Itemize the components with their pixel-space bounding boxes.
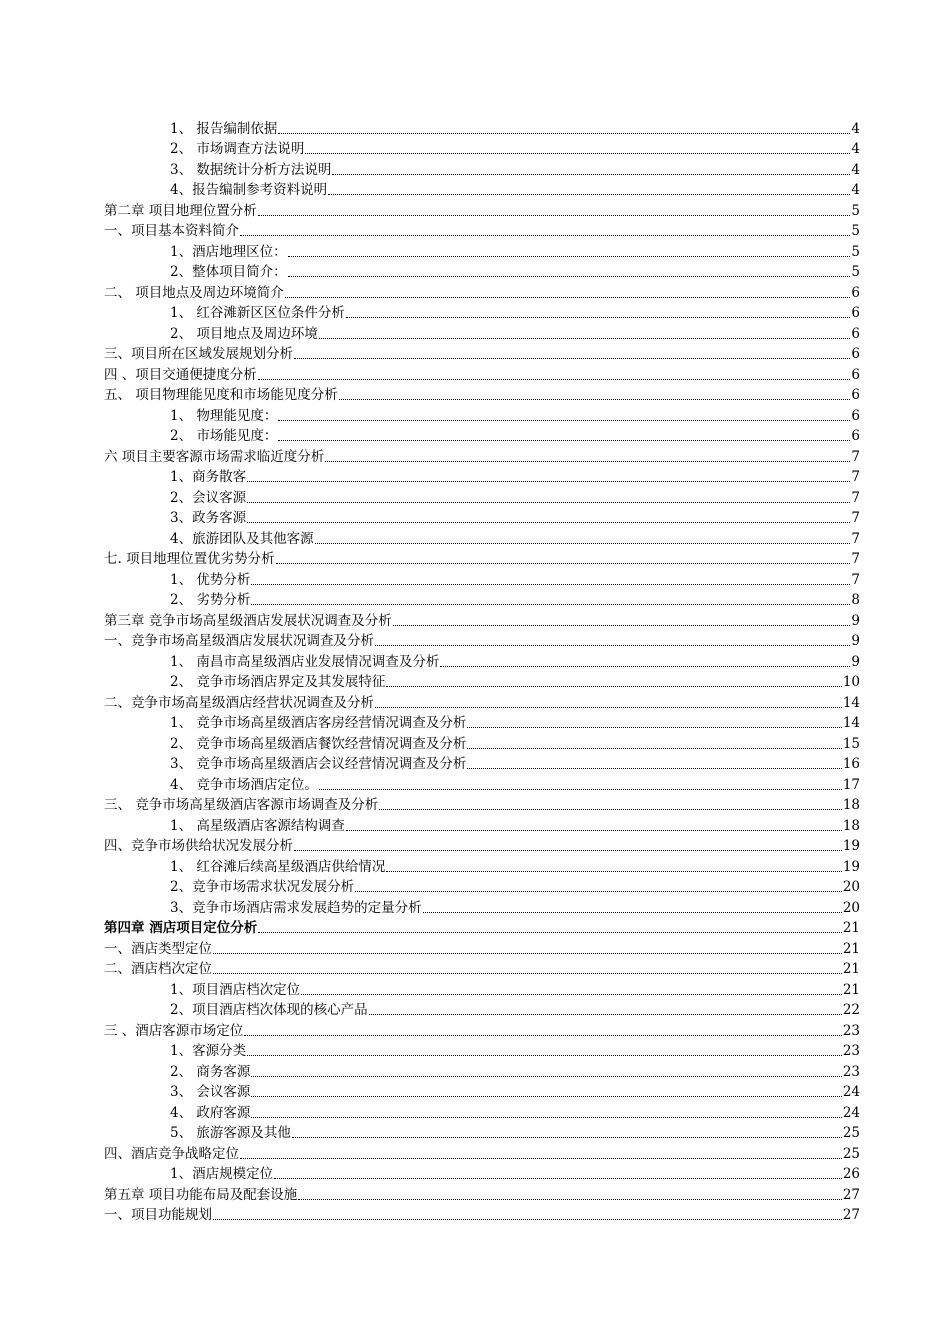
toc-entry-title: 六 项目主要客源市场需求临近度分析 (104, 448, 325, 465)
dot-leader (294, 850, 842, 851)
toc-entry-title: 2、 劣势分析 (170, 592, 251, 608)
dot-leader (319, 789, 842, 790)
toc-entry-title: 四 、项目交通便捷度分析 (104, 366, 257, 383)
dot-leader (247, 502, 850, 503)
dot-leader (305, 153, 850, 154)
toc-entry-page-number: 21 (842, 981, 860, 998)
dot-leader (251, 604, 850, 605)
toc-entry-page-number: 6 (851, 305, 860, 321)
toc-entry[interactable] (104, 157, 860, 178)
toc-entry-page-number: 25 (842, 1145, 860, 1162)
toc-entry[interactable] (104, 219, 860, 240)
toc-entry-title: 1、 物理能见度： (170, 407, 278, 424)
toc-entry-page-number: 5 (851, 202, 860, 219)
dot-leader (339, 399, 851, 400)
toc-entry-page-number: 20 (842, 879, 860, 895)
toc-entry-title: 1、项目酒店档次定位 (170, 981, 301, 998)
toc-entry[interactable] (104, 813, 860, 834)
toc-entry[interactable] (104, 875, 860, 896)
dot-leader (301, 994, 842, 995)
dot-leader (467, 748, 841, 749)
toc-entry-page-number: 7 (851, 448, 860, 465)
toc-entry-page-number: 22 (842, 1002, 860, 1018)
toc-entry[interactable] (104, 690, 860, 711)
toc-entry[interactable] (104, 506, 860, 527)
dot-leader (278, 133, 850, 134)
dot-leader (440, 666, 850, 667)
toc-entry-title: 3、竞争市场酒店需求发展趋势的定量分析 (170, 899, 422, 916)
toc-entry-page-number: 21 (842, 940, 860, 957)
dot-leader (375, 707, 842, 708)
dot-leader (319, 338, 851, 339)
toc-entry-page-number: 5 (851, 243, 860, 260)
toc-entry-title: 二、 项目地点及周边环境简介 (104, 284, 284, 301)
dot-leader (288, 256, 851, 257)
toc-entry[interactable] (104, 998, 860, 1019)
toc-entry[interactable] (104, 854, 860, 875)
toc-entry-title: 二、竞争市场高星级酒店经营状况调查及分析 (104, 694, 374, 711)
toc-entry-page-number: 26 (842, 1166, 860, 1182)
dot-leader (247, 1055, 842, 1056)
toc-entry-page-number: 19 (842, 858, 860, 875)
toc-entry[interactable] (104, 711, 860, 732)
dot-leader (258, 379, 851, 380)
dot-leader (247, 522, 850, 523)
toc-entry-title: 第五章 项目功能布局及配套设施 (104, 1186, 298, 1203)
toc-entry[interactable] (104, 1039, 860, 1060)
toc-entry-title: 一、项目功能规划 (104, 1207, 212, 1223)
toc-entry-page-number: 10 (842, 674, 860, 690)
toc-entry-title: 2、 市场能见度： (170, 428, 278, 444)
dot-leader (278, 420, 850, 421)
dot-leader (276, 563, 851, 564)
dot-leader (298, 1199, 842, 1200)
toc-entry-title: 2、整体项目简介： (170, 264, 287, 280)
toc-entry-page-number: 8 (851, 592, 860, 608)
toc-entry[interactable] (104, 1100, 860, 1121)
dot-leader (258, 932, 842, 933)
dot-leader (369, 1014, 842, 1015)
toc-entry-title: 一、酒店类型定位 (104, 940, 212, 957)
toc-entry-page-number: 7 (851, 469, 860, 485)
dot-leader (258, 215, 851, 216)
toc-entry-title: 1、客源分类 (170, 1043, 247, 1059)
toc-entry-title: 2、项目酒店档次体现的核心产品 (170, 1002, 368, 1018)
dot-leader (423, 912, 842, 913)
toc-entry[interactable] (104, 793, 860, 814)
toc-entry-title: 2、 项目地点及周边环境 (170, 325, 318, 342)
toc-entry-title: 1、酒店地理区位： (170, 243, 287, 260)
toc-entry[interactable] (104, 670, 860, 691)
toc-entry-title: 4、旅游团队及其他客源 (170, 530, 314, 547)
dot-leader (251, 1076, 841, 1077)
toc-entry[interactable] (104, 547, 860, 568)
dot-leader (467, 768, 841, 769)
toc-entry-title: 4、报告编制参考资料说明 (170, 182, 328, 198)
toc-entry-title: 1、 报告编制依据 (170, 120, 278, 137)
toc-entry-title: 3、政务客源 (170, 510, 247, 526)
toc-entry-title: 2、 竞争市场高星级酒店餐饮经营情况调查及分析 (170, 735, 467, 752)
toc-entry-title: 3、 会议客源 (170, 1084, 251, 1100)
toc-entry[interactable] (104, 424, 860, 445)
toc-entry-title: 5、 旅游客源及其他 (170, 1125, 291, 1141)
toc-entry[interactable] (104, 772, 860, 793)
dot-leader (244, 1035, 842, 1036)
toc-entry-page-number: 6 (851, 387, 860, 403)
toc-entry[interactable] (104, 629, 860, 650)
toc-entry-title: 三、 竞争市场高星级酒店客源市场调查及分析 (104, 797, 379, 813)
dot-leader (251, 1117, 841, 1118)
toc-entry[interactable] (104, 198, 860, 219)
dot-leader (315, 543, 851, 544)
toc-entry-page-number: 5 (851, 223, 860, 239)
dot-leader (278, 440, 850, 441)
toc-entry-title: 2、 竞争市场酒店界定及其发展特征 (170, 674, 386, 690)
toc-entry-title: 一、竞争市场高星级酒店发展状况调查及分析 (104, 633, 374, 649)
dot-leader (386, 686, 841, 687)
toc-entry-title: 3、 竞争市场高星级酒店会议经营情况调查及分析 (170, 756, 467, 772)
dot-leader (213, 1219, 842, 1220)
toc-entry-title: 四、竞争市场供给状况发展分析 (104, 838, 293, 854)
toc-entry-page-number: 23 (842, 1022, 860, 1039)
toc-entry-title: 1、 竞争市场高星级酒店客房经营情况调查及分析 (170, 715, 467, 731)
toc-entry-page-number: 18 (842, 817, 860, 834)
toc-entry-title: 4、 竞争市场酒店定位。 (170, 776, 318, 793)
toc-entry-page-number: 4 (851, 120, 860, 137)
toc-entry-title: 第四章 酒店项目定位分析 (104, 920, 258, 936)
toc-entry-title: 四、酒店竞争战略定位 (104, 1145, 239, 1162)
toc-entry-title: 2、竞争市场需求状况发展分析 (170, 879, 355, 895)
toc-entry[interactable] (104, 1182, 860, 1203)
toc-entry[interactable] (104, 1121, 860, 1142)
toc-entry-page-number: 7 (851, 571, 860, 588)
toc-entry[interactable] (104, 260, 860, 281)
toc-entry-title: 4、 政府客源 (170, 1104, 251, 1121)
toc-entry-page-number: 20 (842, 899, 860, 916)
toc-entry-title: 三、项目所在区域发展规划分析 (104, 346, 293, 362)
toc-entry-page-number: 14 (842, 715, 860, 731)
toc-entry-title: 第三章 竞争市场高星级酒店发展状况调查及分析 (104, 612, 392, 629)
toc-entry-page-number: 17 (842, 776, 860, 793)
toc-entry[interactable] (104, 280, 860, 301)
toc-entry-page-number: 15 (842, 735, 860, 752)
toc-entry-page-number: 27 (842, 1186, 860, 1203)
toc-entry-page-number: 4 (851, 161, 860, 178)
toc-entry-page-number: 21 (842, 920, 860, 936)
toc-entry[interactable] (104, 137, 860, 158)
toc-entry[interactable] (104, 895, 860, 916)
toc-entry[interactable] (104, 485, 860, 506)
dot-leader (379, 809, 842, 810)
toc-entry-page-number: 9 (851, 612, 860, 629)
toc-entry[interactable] (104, 444, 860, 465)
toc-entry-title: 2、 市场调查方法说明 (170, 141, 305, 157)
toc-entry[interactable] (104, 362, 860, 383)
toc-entry-title: 2、会议客源 (170, 489, 247, 506)
toc-entry-page-number: 6 (851, 325, 860, 342)
toc-entry-page-number: 6 (851, 346, 860, 362)
toc-entry[interactable] (104, 588, 860, 609)
toc-entry-page-number: 14 (842, 694, 860, 711)
dot-leader (355, 891, 842, 892)
toc-entry-title: 1、 红谷滩后续高星级酒店供给情况 (170, 858, 386, 875)
toc-entry-page-number: 19 (842, 838, 860, 854)
toc-entry[interactable] (104, 977, 860, 998)
dot-leader (285, 297, 851, 298)
toc-entry-page-number: 6 (851, 428, 860, 444)
toc-entry-page-number: 9 (851, 633, 860, 649)
toc-entry[interactable] (104, 342, 860, 363)
toc-entry-title: 五、 项目物理能见度和市场能见度分析 (104, 387, 338, 403)
toc-entry[interactable] (104, 178, 860, 199)
toc-entry-page-number: 6 (851, 407, 860, 424)
toc-entry[interactable] (104, 321, 860, 342)
toc-entry[interactable] (104, 116, 860, 137)
toc-entry[interactable] (104, 834, 860, 855)
toc-entry[interactable] (104, 731, 860, 752)
toc-entry[interactable] (104, 567, 860, 588)
toc-entry-page-number: 21 (842, 961, 860, 977)
toc-entry[interactable] (104, 301, 860, 322)
toc-entry-title: 3、 数据统计分析方法说明 (170, 161, 332, 178)
dot-leader (213, 973, 842, 974)
dot-leader (292, 1137, 842, 1138)
toc-entry-title: 1、 南昌市高星级酒店业发展情况调查及分析 (170, 653, 440, 670)
toc-entry-page-number: 25 (842, 1125, 860, 1141)
toc-entry[interactable] (104, 936, 860, 957)
dot-leader (294, 358, 850, 359)
toc-entry[interactable] (104, 526, 860, 547)
toc-entry[interactable] (104, 239, 860, 260)
dot-leader (251, 584, 850, 585)
toc-entry-title: 1、 优势分析 (170, 571, 251, 588)
toc-entry[interactable] (104, 465, 860, 486)
toc-entry[interactable] (104, 1141, 860, 1162)
toc-entry[interactable] (104, 1203, 860, 1224)
toc-entry-title: 1、酒店规模定位 (170, 1166, 274, 1182)
toc-entry[interactable] (104, 1080, 860, 1101)
toc-entry-page-number: 27 (842, 1207, 860, 1223)
table-of-contents (104, 116, 860, 1223)
toc-entry[interactable] (104, 1059, 860, 1080)
toc-entry-page-number: 7 (851, 551, 860, 567)
toc-entry-page-number: 18 (842, 797, 860, 813)
toc-entry-page-number: 16 (842, 756, 860, 772)
dot-leader (328, 194, 850, 195)
dot-leader (332, 174, 850, 175)
toc-entry-page-number: 9 (851, 653, 860, 670)
toc-entry[interactable] (104, 752, 860, 773)
toc-entry-page-number: 23 (842, 1043, 860, 1059)
dot-leader (325, 461, 850, 462)
toc-entry[interactable] (104, 403, 860, 424)
toc-entry-title: 1、 红谷滩新区区位条件分析 (170, 305, 345, 321)
dot-leader (386, 871, 841, 872)
toc-entry-page-number: 7 (851, 510, 860, 526)
dot-leader (393, 625, 851, 626)
toc-entry-page-number: 4 (851, 182, 860, 198)
toc-entry[interactable] (104, 916, 860, 937)
toc-entry-title: 2、 商务客源 (170, 1063, 251, 1080)
toc-entry-title: 1、商务散客 (170, 469, 247, 485)
dot-leader (467, 727, 841, 728)
dot-leader (240, 1158, 842, 1159)
toc-entry-page-number: 5 (851, 264, 860, 280)
toc-entry-page-number: 24 (842, 1104, 860, 1121)
dot-leader (288, 276, 851, 277)
toc-entry-title: 三 、酒店客源市场定位 (104, 1022, 244, 1039)
toc-entry[interactable] (104, 957, 860, 978)
toc-entry-title: 1、 高星级酒店客源结构调查 (170, 817, 345, 834)
toc-entry-page-number: 6 (851, 366, 860, 383)
toc-entry-page-number: 7 (851, 530, 860, 547)
dot-leader (240, 235, 850, 236)
dot-leader (274, 1178, 842, 1179)
toc-entry-title: 二、酒店档次定位 (104, 961, 212, 977)
toc-entry[interactable] (104, 1018, 860, 1039)
toc-entry[interactable] (104, 649, 860, 670)
toc-entry[interactable] (104, 1162, 860, 1183)
toc-entry-page-number: 7 (851, 489, 860, 506)
dot-leader (346, 830, 842, 831)
toc-entry-page-number: 6 (851, 284, 860, 301)
dot-leader (247, 481, 850, 482)
dot-leader (213, 953, 842, 954)
toc-entry-page-number: 24 (842, 1084, 860, 1100)
dot-leader (375, 645, 850, 646)
dot-leader (346, 317, 851, 318)
toc-entry-page-number: 23 (842, 1063, 860, 1080)
toc-entry[interactable] (104, 383, 860, 404)
toc-entry-title: 一、项目基本资料简介 (104, 223, 239, 239)
dot-leader (251, 1096, 841, 1097)
toc-entry-page-number: 4 (851, 141, 860, 157)
toc-entry-title: 第二章 项目地理位置分析 (104, 202, 257, 219)
toc-entry-title: 七. 项目地理位置优劣势分析 (104, 551, 275, 567)
toc-entry[interactable] (104, 608, 860, 629)
